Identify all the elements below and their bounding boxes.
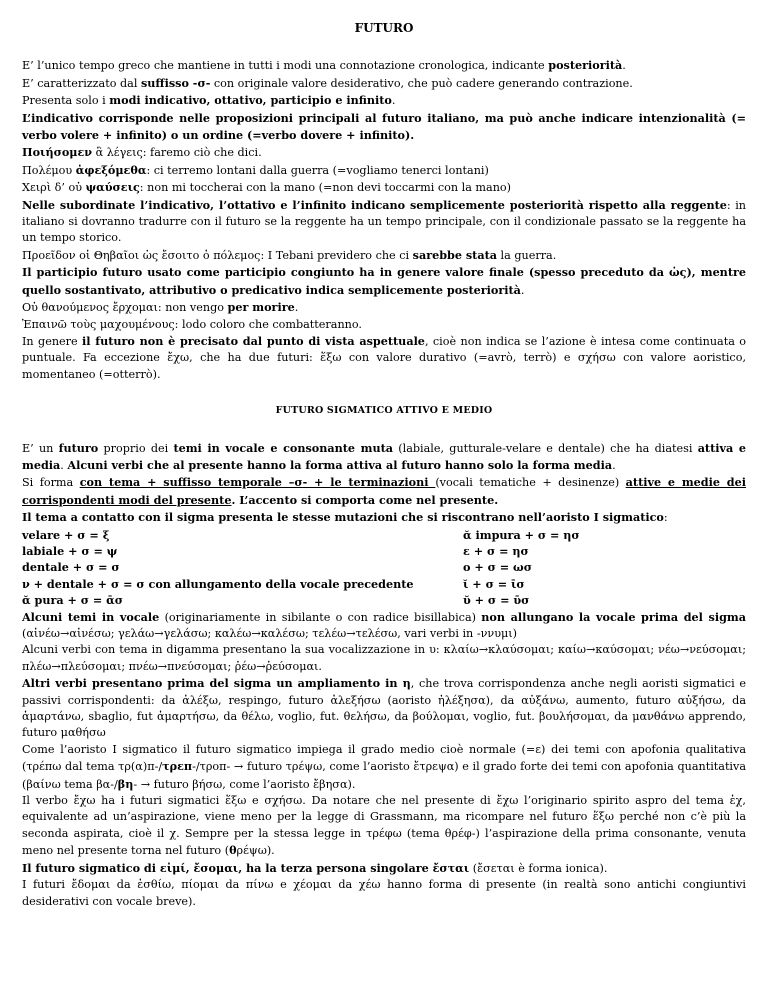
text-run: . xyxy=(391,94,396,108)
text-run: Χειρὶ δ’ οὐ xyxy=(22,181,86,195)
paragraph xyxy=(22,110,746,145)
text-run: Προεῖδον οἱ Θηβαῖοι ὡς ἔσοιτο ὁ πόλεμος: I Tebani previdero che ci xyxy=(22,248,413,262)
text-run: . xyxy=(60,458,68,472)
section-subtitle: FUTURO SIGMATICO ATTIVO E MEDIO xyxy=(275,405,493,417)
rule-left: velare + σ = ξ xyxy=(22,527,110,542)
rule-right: ο + σ = ωσ xyxy=(463,560,532,575)
text-run: (αἰνέω→αἰνέσω; γελάω→γελάσω; καλέω→καλέσω; τελέω→τελέσω, vari verbi in -ννυμι) xyxy=(22,627,518,640)
rule-right: ε + σ = ησ xyxy=(463,543,529,558)
text-run: ρέψω). xyxy=(236,844,275,858)
text-run: con tema + suffisso temporale –σ- + le terminazioni xyxy=(79,475,436,490)
paragraph xyxy=(22,162,746,179)
text-run: τρεπ xyxy=(162,759,193,774)
rule-right: ᾰ impura + σ = ησ xyxy=(463,527,580,542)
text-run: Come l’aoristo I sigmatico il futuro sigmatico impiega il grado medio cioè normale (=ε) dei temi con apofonia qualitativa (τρέπω dal tema τρ(α)π-/ xyxy=(22,742,746,774)
text-run: : in italiano si dovranno tradurre con il futuro se la reggente ha un tempo principale, con il condizionale passato se la reggente ha un tempo storico. xyxy=(22,198,746,245)
text-run: βη xyxy=(117,776,134,791)
details-section xyxy=(22,609,746,910)
rule-left: dentale + σ = σ xyxy=(22,560,120,575)
text-run: Si forma xyxy=(22,476,80,490)
text-run: temi in vocale e consonante muta xyxy=(173,440,394,455)
text-run: : non mi toccherai con la mano (=non devi toccarmi con la mano) xyxy=(139,181,512,195)
rule-left: ᾰ pura + σ = ᾱσ xyxy=(22,593,124,608)
text-run: con originale valore desiderativo, che può cadere generando contrazione. xyxy=(210,76,633,90)
paragraph xyxy=(22,609,746,643)
paragraph xyxy=(22,333,746,383)
text-run: Il verbo ἔχω ha i futuri sigmatici ἕξω e σχήσω. Da notare che nel presente di ἔχω l’originario spirito aspro del tema ἑχ, equivalente ad un’aspirazione, viene meno per la legge di Grassmann, ma ricompare nel futuro ἕξω perché non c’è più la seconda aspirata, cioè il χ. Sempre per la stessa legge in τρέφω (tema θρέφ-) l’aspirazione della prima consonante, venuta meno nel presente torna nel futuro ( xyxy=(22,794,746,858)
text-run: (vocali tematiche + desinenze) xyxy=(435,476,626,490)
text-run: . xyxy=(520,283,525,297)
text-run: Ἐπαινῶ τοὺς μαχουμένους: lodo coloro che combatteranno. xyxy=(22,317,362,331)
sigma-rules-table xyxy=(22,527,746,609)
text-run: . xyxy=(612,458,616,472)
paragraph xyxy=(22,299,746,316)
rule-right: ῠ + σ = ῡσ xyxy=(463,593,530,608)
text-run: Alcuni verbi che al presente hanno la forma attiva al futuro hanno solo la forma media xyxy=(67,457,613,472)
text-run: (ἔσεται è forma ionica). xyxy=(469,861,608,875)
text-run: : ci terremo lontani dalla guerra (=vogliamo tenerci lontani) xyxy=(146,163,489,177)
text-run: posteriorità xyxy=(548,58,623,73)
rule-left: ν + dentale + σ = σ con allungamento della vocale precedente xyxy=(22,576,414,591)
paragraph xyxy=(22,440,746,475)
text-run: E’ caratterizzato dal xyxy=(22,76,141,90)
text-run: Altri verbi presentano prima del sigma un ampliamento in η xyxy=(22,676,411,691)
text-run: ἃ λέγεις: faremo ciò che dici. xyxy=(92,146,262,160)
formation-section xyxy=(22,440,746,527)
text-run: ψαύσεις xyxy=(85,180,140,195)
rule-right: ῐ + σ = ῑσ xyxy=(463,576,525,591)
paragraph xyxy=(22,317,746,333)
paragraph xyxy=(22,860,746,877)
text-run: E’ un xyxy=(22,441,59,455)
text-run: Il tema a contatto con il sigma presenta le stesse mutazioni che si riscontrano nell’aoristo I sigmatico xyxy=(22,510,664,525)
text-run: In genere xyxy=(22,334,83,348)
paragraph xyxy=(22,75,746,92)
text-run: , che trova corrispondenza anche negli aoristi sigmatici e passivi corrispondenti: da ἀλέξω, respingo, futuro ἀλεξήσω (aoristo ἠλέξησα), da αὐξάνω, aumento, futuro αὐξήσω, da ἁμαρτάνω, sbaglio, fut ἁμαρτήσω, da θέλω, voglio, fut. θελήσω, da βούλομαι, voglio, fut. βουλήσομαι, da μανθάνω apprendo, futuro μαθήσω xyxy=(22,677,746,740)
text-run: futuro xyxy=(58,440,99,455)
paragraph xyxy=(22,877,746,910)
text-run: Nelle subordinate l’indicativo, l’ottativo e l’infinito indicano semplicemente posteriorità rispetto alla reggente xyxy=(22,197,727,212)
text-run: modi indicativo, ottativo, participio e infinito xyxy=(109,93,392,108)
text-run: I futuri ἔδομαι da ἐσθίω, πίομαι da πίνω e χέομαι da χέω hanno forma di presente (in realtà sono antichi congiuntivi desiderativi con vocale breve). xyxy=(22,878,746,908)
text-run: L’indicativo corrisponde nelle proposizioni principali al futuro italiano, ma può anche indicare intenzionalità (= verbo volere + infinito) o un ordine (=verbo dovere + infinito). xyxy=(22,110,746,143)
text-run: proprio dei xyxy=(98,441,174,455)
text-run: per morire xyxy=(227,300,295,315)
text-run: . xyxy=(294,301,299,315)
text-run: Οὐ θανούμενος ἔρχομαι: non vengo xyxy=(22,301,228,315)
text-run: : xyxy=(663,511,668,525)
text-run: il futuro non è precisato dal punto di vista aspettuale xyxy=(82,333,425,348)
paragraph xyxy=(22,793,746,860)
text-run: Alcuni verbi con tema in digamma presentano la sua vocalizzazione in υ: κλαίω→κλαύσομαι; καίω→καύσομαι; νέω→νεύσομαι; πλέω→πλεύσομαι; πνέω→πνεύσομαι; ῥέω→ῥεύσομαι. xyxy=(22,643,746,673)
paragraph xyxy=(22,509,746,526)
text-run: Presenta solo i xyxy=(22,94,110,108)
rule-left: labiale + σ = ψ xyxy=(22,543,118,558)
page-title: FUTURO xyxy=(354,21,414,35)
text-run: Il futuro sigmatico di εἰμί, ἔσομαι, ha la terza persona singolare ἔσται xyxy=(22,860,470,875)
text-run: -/τροπ- → futuro τρέψω, come l’aoristo ἔτρεψα) e il grado forte dei temi con apofonia quantitativa (βαίνω tema βα-/ xyxy=(22,760,747,791)
paragraph xyxy=(22,642,746,675)
paragraph xyxy=(22,144,746,161)
text-run: . xyxy=(622,59,626,73)
text-run: attiva e media xyxy=(22,440,746,472)
paragraph xyxy=(22,675,746,742)
text-run: Il participio futuro usato come participio congiunto ha in genere valore finale (spesso preceduto da ὡς), mentre quello sostantivato, attributivo o predicativo indica semplicemente posteriorità xyxy=(22,265,746,297)
paragraph xyxy=(22,742,746,793)
text-run: la guerra. xyxy=(497,248,557,262)
text-run: . L’accento si comporta come nel presente. xyxy=(231,492,499,507)
paragraph xyxy=(22,57,746,74)
text-run: Alcuni temi in vocale xyxy=(22,609,160,624)
text-run: ἀφεξόμεθα xyxy=(75,162,147,177)
text-run: - → futuro βήσω, come l’aoristo ἔβησα). xyxy=(133,777,356,791)
text-run: Πολέμου xyxy=(22,163,76,177)
paragraph xyxy=(22,92,746,109)
text-run: (originariamente in sibilante o con radice bisillabica) xyxy=(159,610,482,624)
text-run: (labiale, gutturale-velare e dentale) che ha diatesi xyxy=(393,441,698,455)
paragraph xyxy=(22,247,746,264)
text-run: suffisso -σ- xyxy=(140,75,211,90)
text-run: non allungano la vocale prima del sigma xyxy=(481,609,747,624)
text-run: Ποιήσομεν xyxy=(22,145,93,160)
text-run: sarebbe stata xyxy=(412,247,497,262)
text-run: , cioè non indica se l’azione è intesa come continuata o puntuale. Fa eccezione ἔχω, che ha due futuri: ἕξω con valore durativo (=avrò, terrò) e σχήσω con valore aoristico, momentaneo (=otterrò). xyxy=(22,334,747,381)
text-run: E’ l’unico tempo greco che mantiene in tutti i modi una connotazione cronologica, indicante xyxy=(22,59,549,73)
text-run: θ xyxy=(229,843,237,858)
paragraph xyxy=(22,264,746,299)
paragraph xyxy=(22,474,746,509)
text-run: attive e medie dei corrispondenti modi del presente xyxy=(22,475,746,507)
paragraph xyxy=(22,197,746,247)
intro-section xyxy=(22,57,746,383)
paragraph xyxy=(22,179,746,196)
